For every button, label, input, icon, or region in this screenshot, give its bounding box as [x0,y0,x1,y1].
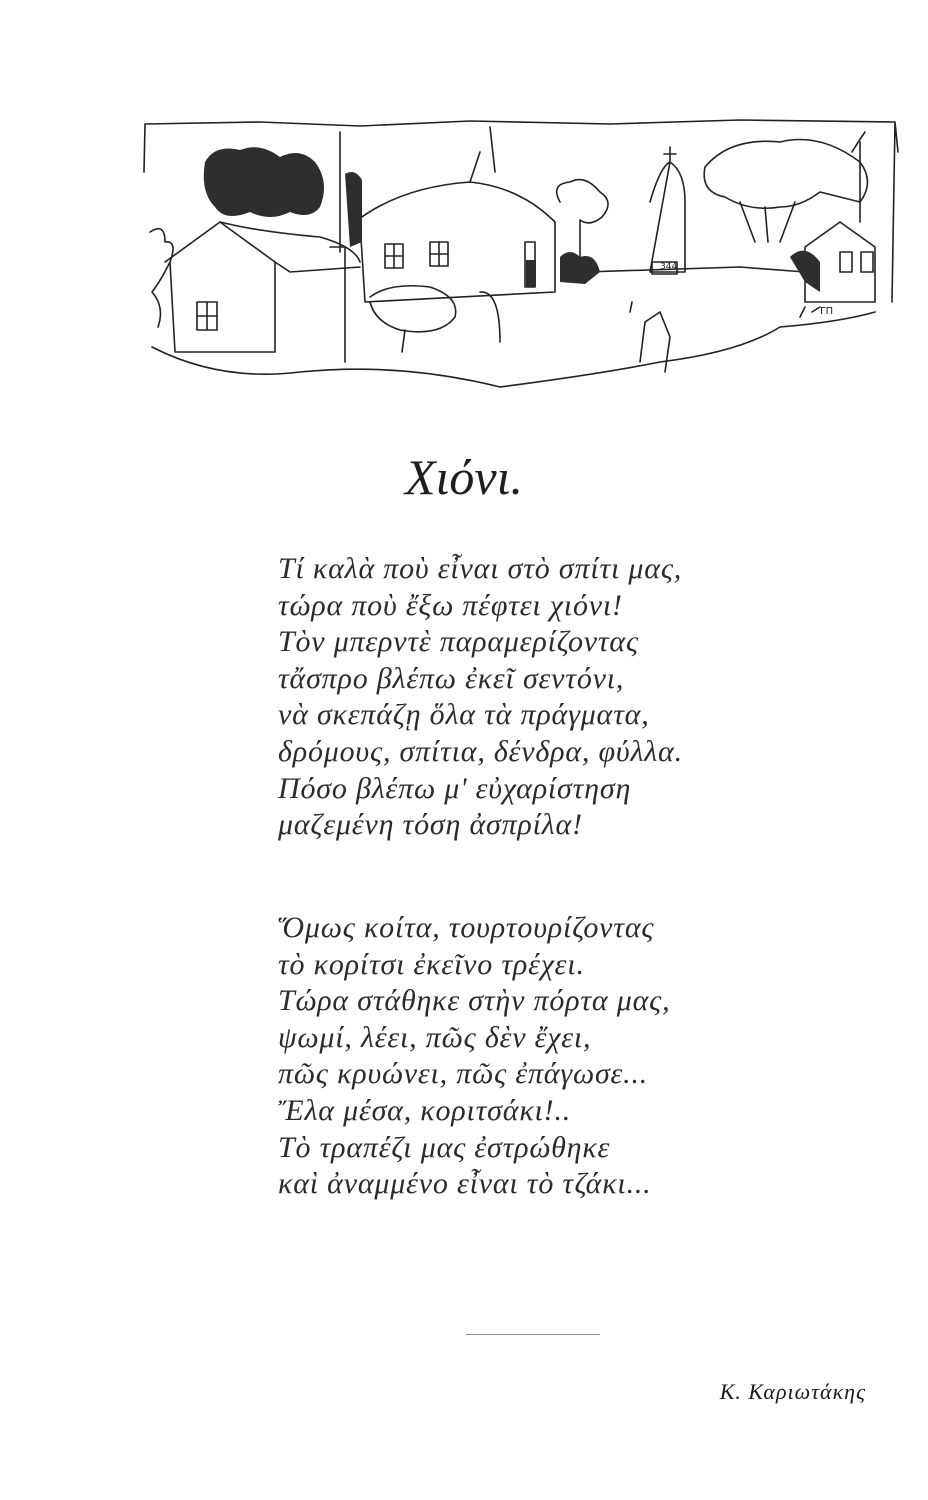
poem-line: τἄσπρο βλέπω ἐκεῖ σεντόνι, [278,661,625,695]
poem-title: Χιόνι. [404,449,524,505]
poem-line: Τὸν μπερντὲ παραμερίζοντας [278,625,639,659]
artist-monogram: ΓΠ [820,306,834,317]
stanza-2 [278,910,670,1203]
snowy-village-illustration [140,112,900,412]
poem-line: Τώρα στάθηκε στὴν πόρτα μας, [278,984,671,1018]
poem-line: Ὅμως κοίτα, τουρτουρίζοντας [278,911,655,944]
poem-line: Τί καλὰ ποὺ εἶναι στὸ σπίτι μας, [278,552,683,585]
stanza-1 [278,551,683,844]
poem-line: δρόμους, σπίτια, δένδρα, φύλλα. [278,734,683,768]
poem-line: τὸ κορίτσι ἐκεῖνο τρέχει. [278,947,585,981]
poem-line: Ἔλα μέσα, κοριτσάκι!.. [278,1093,572,1127]
poem-line: ψωμί, λέει, πῶς δὲν ἔχει, [278,1020,592,1054]
poem-line: μαζεμένη τόση ἀσπρίλα! [278,808,583,842]
poem-line: καὶ ἀναμμένο εἶναι τὸ τζάκι... [278,1167,652,1201]
poem-line: τώρα ποὺ ἔξω πέφτει χιόνι! [278,588,623,622]
poem-line: πῶς κρυώνει, πῶς ἐπάγωσε... [278,1057,649,1091]
poem-author: Κ. Καριωτάκης [719,1379,866,1404]
end-divider [466,1334,600,1335]
poem-line: νὰ σκεπάζῃ ὅλα τὰ πράγματα, [278,698,650,732]
sign-number: 344 [660,262,678,272]
poem-line: Τὸ τραπέζι μας ἐστρώθηκε [278,1130,611,1164]
poem-line: Πόσο βλέπω μ' εὐχαρίστηση [278,771,632,805]
